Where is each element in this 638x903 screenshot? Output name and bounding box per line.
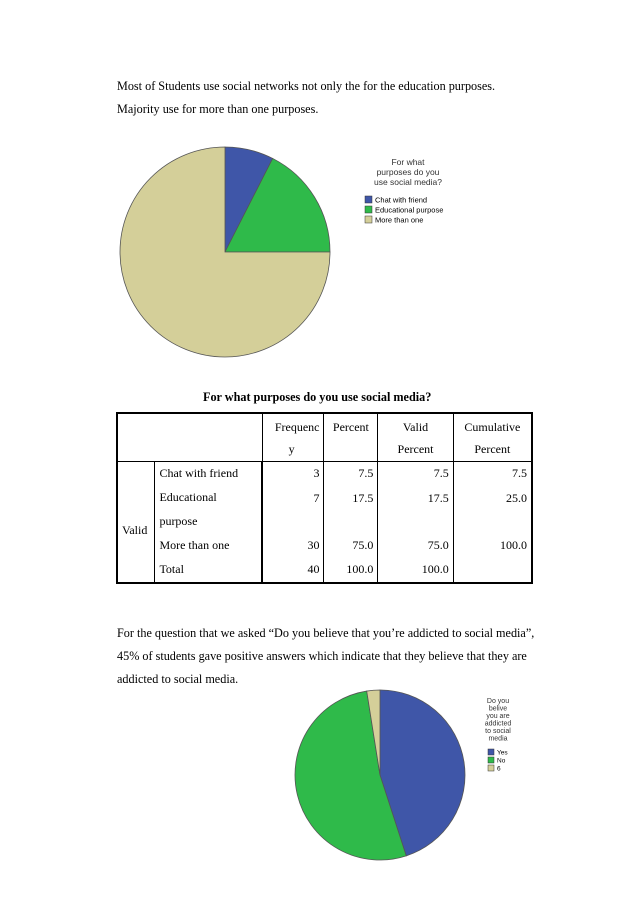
addiction-pie-chart	[290, 678, 550, 878]
legend-label: Yes	[497, 749, 508, 757]
header-valid-percent: Valid Percent	[378, 413, 453, 461]
cell-frequency: 7	[262, 486, 324, 534]
legend-label: More than one	[375, 215, 424, 225]
cell-percent: 75.0	[324, 534, 378, 558]
table-row	[117, 534, 532, 558]
legend-swatch	[488, 757, 494, 763]
group-label: Valid	[117, 461, 155, 583]
legend-title-line: to social	[485, 728, 511, 735]
cell-cumulative-percent	[453, 558, 532, 583]
outro-line-1: For the question that we asked “Do you believe that you’re addicted to social media”,	[117, 626, 535, 640]
legend-title-line: Do you	[486, 698, 510, 705]
row-label: More than one	[155, 534, 262, 558]
intro-line-1: Most of Students use social networks not only the for the education purposes.	[117, 79, 496, 93]
table-title: For what purposes do you use social media?	[203, 390, 432, 404]
header-percent: Percent	[324, 413, 378, 461]
cell-frequency: 30	[262, 534, 324, 558]
cell-valid-percent: 7.5	[378, 461, 453, 486]
row-label: Educational	[155, 486, 262, 510]
legend-label: No	[497, 757, 506, 765]
cell-cumulative-percent: 7.5	[453, 461, 532, 486]
table-row	[117, 558, 532, 583]
legend-label: Chat with friend	[375, 195, 428, 205]
legend-title-line: use social media?	[373, 177, 443, 187]
row-label: Total	[155, 558, 262, 583]
legend-title-line: purposes do you	[376, 167, 440, 177]
cell-valid-percent: 100.0	[378, 558, 453, 583]
legend-swatch	[365, 206, 372, 213]
legend-swatch	[488, 749, 494, 755]
row-label-continuation: purpose	[155, 510, 262, 534]
outro-line-2: 45% of students gave positive answers which indicate that they believe that they are	[117, 649, 527, 663]
legend-title-line: addicted	[484, 720, 512, 728]
header-cumulative-percent: Cumulative Percent	[453, 413, 532, 461]
row-label: Chat with friend	[155, 461, 262, 486]
cell-cumulative-percent: 100.0	[453, 534, 532, 558]
purposes-pie-chart	[110, 140, 570, 370]
legend-title-line: For what	[391, 157, 425, 167]
legend-swatch	[488, 765, 494, 771]
table-row	[117, 461, 532, 486]
legend-swatch	[365, 216, 372, 223]
legend-title-line: media	[488, 735, 508, 743]
cell-percent: 100.0	[324, 558, 378, 583]
intro-line-2: Majority use for more than one purposes.	[117, 102, 319, 116]
header-frequency: Frequenc y	[262, 413, 324, 461]
cell-valid-percent: 75.0	[378, 534, 453, 558]
legend-swatch	[365, 196, 372, 203]
frequency-table	[116, 412, 533, 584]
cell-valid-percent: 17.5	[378, 486, 453, 534]
legend-label: Educational purpose	[375, 205, 444, 215]
cell-cumulative-percent: 25.0	[453, 486, 532, 534]
legend-label: 6	[497, 765, 501, 773]
legend-title-line: belive	[488, 705, 508, 713]
legend-title-line: you are	[486, 713, 510, 720]
cell-frequency: 40	[262, 558, 324, 583]
cell-frequency: 3	[262, 461, 324, 486]
table-row	[117, 486, 532, 510]
cell-percent: 17.5	[324, 486, 378, 534]
table-header-row	[117, 413, 532, 461]
cell-percent: 7.5	[324, 461, 378, 486]
outro-line-3: addicted to social media.	[117, 672, 239, 686]
